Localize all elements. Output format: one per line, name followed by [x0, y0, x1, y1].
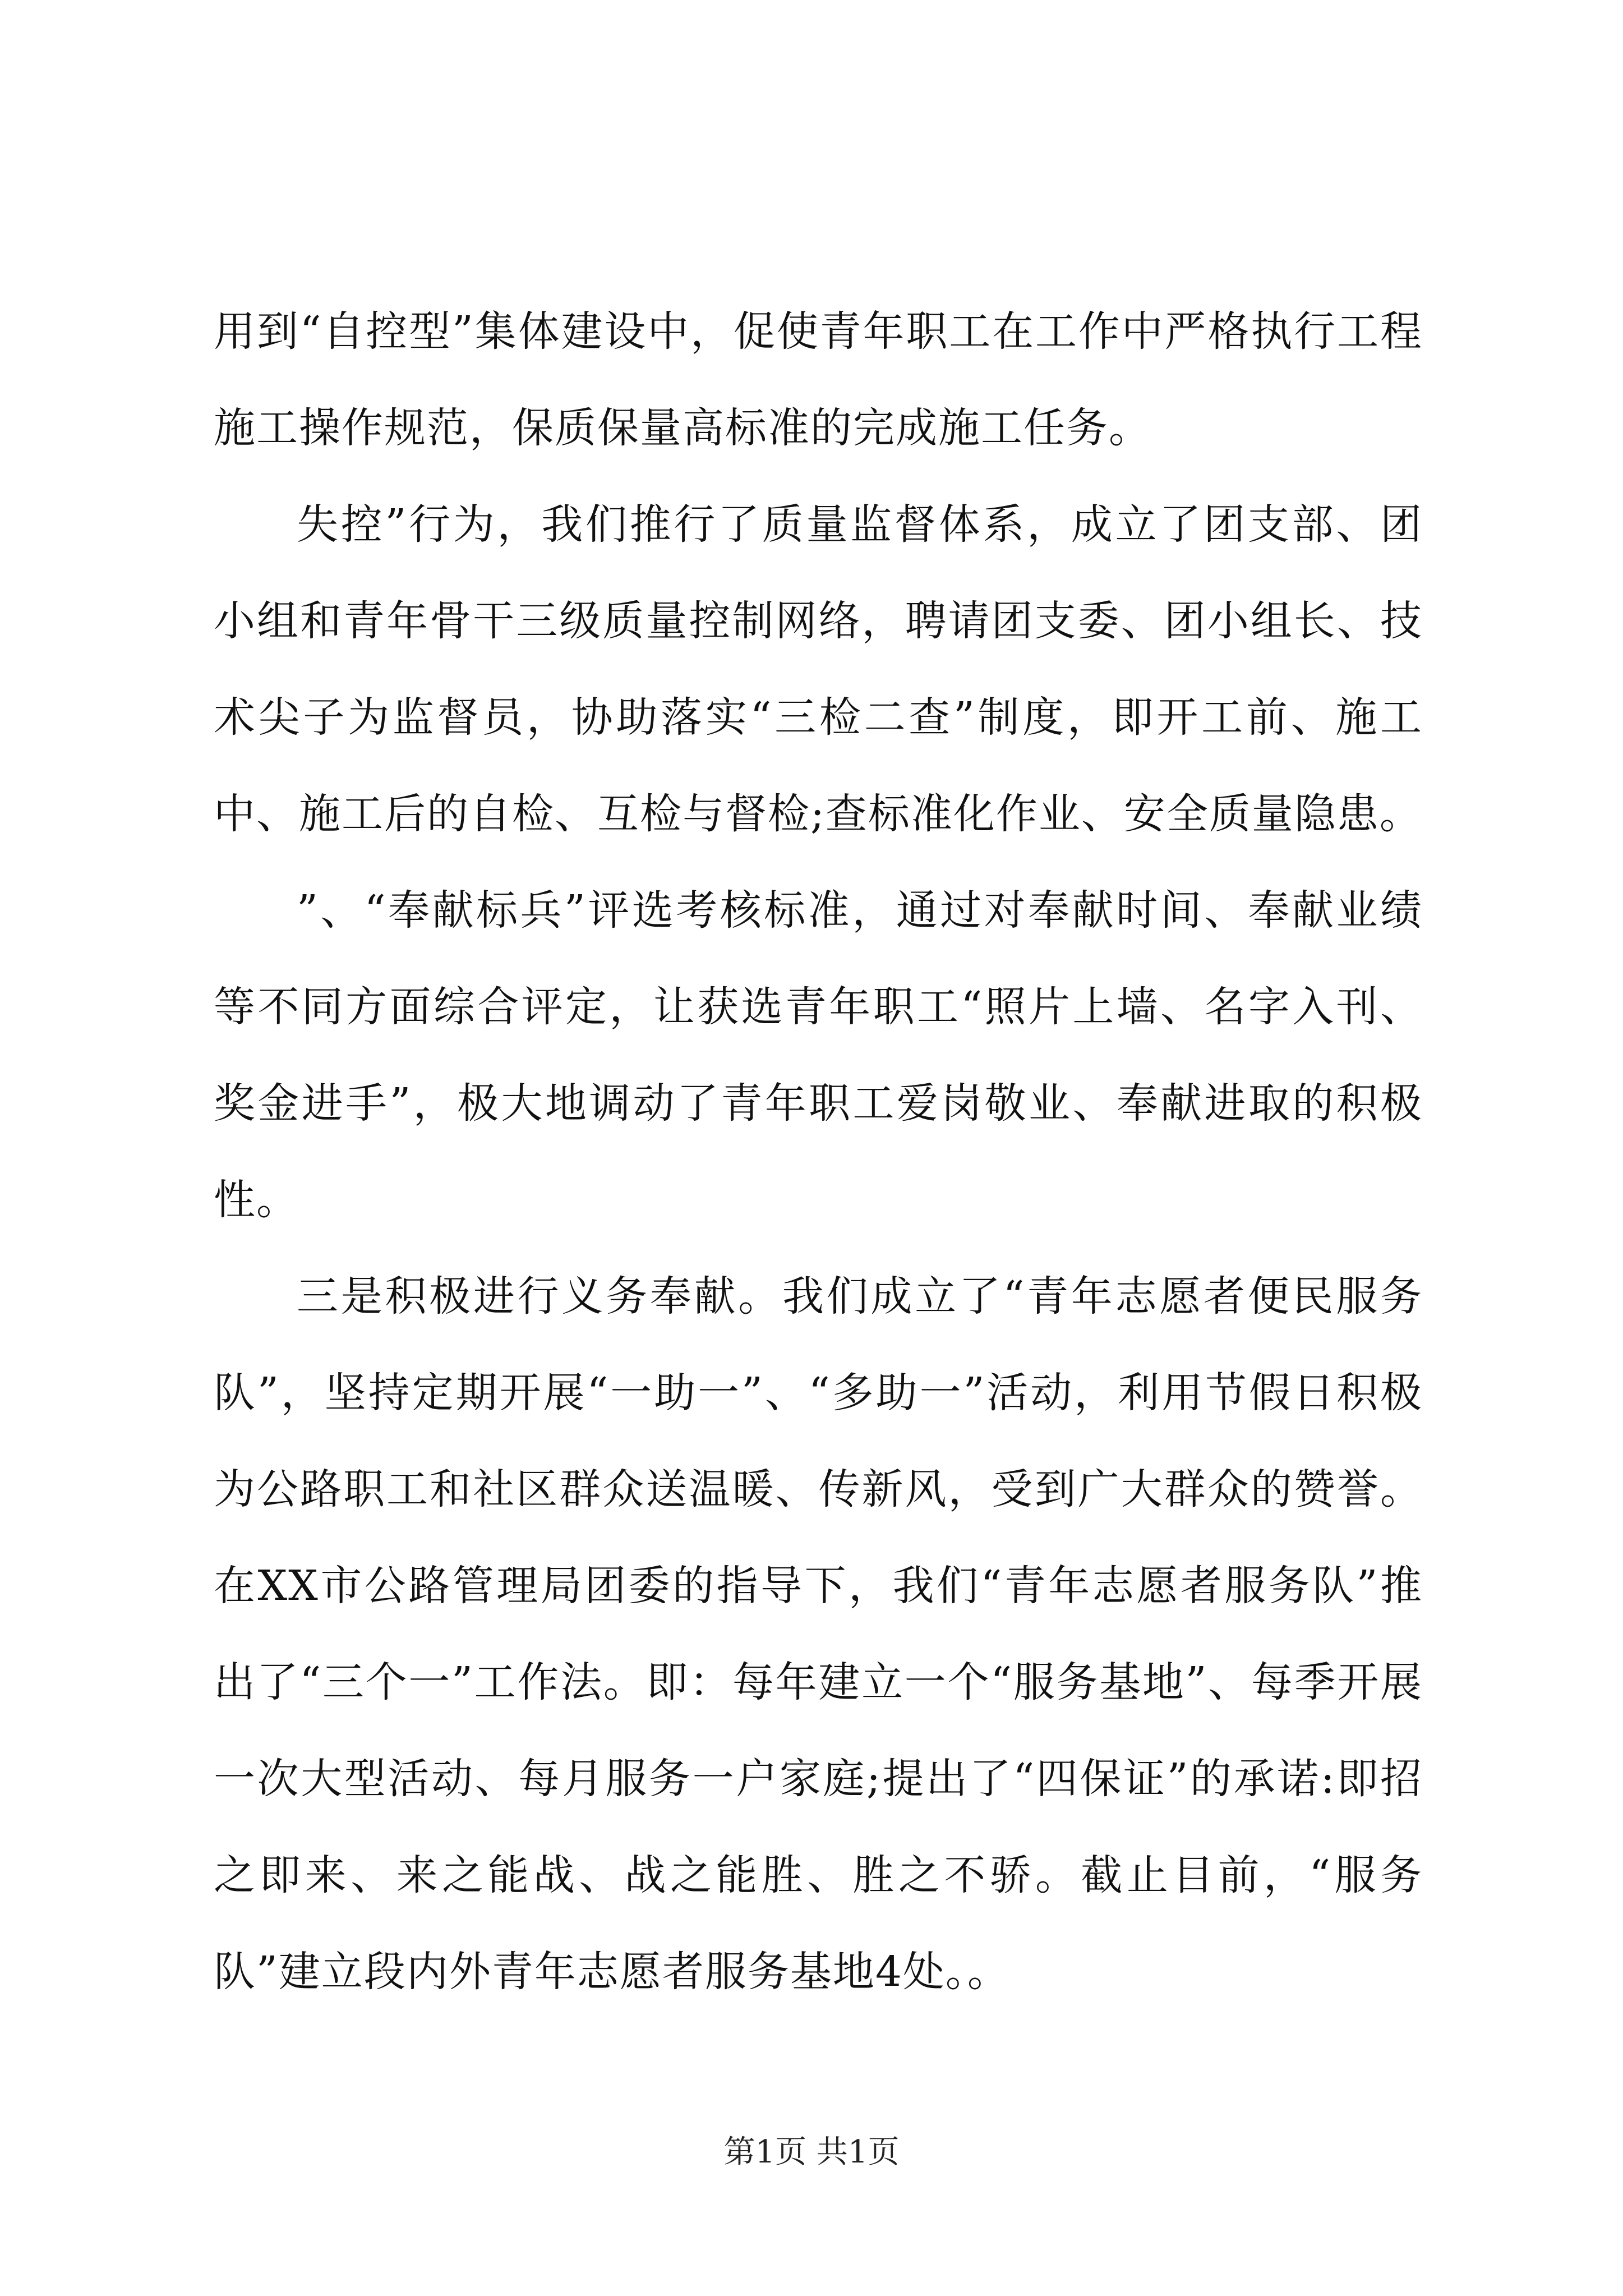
page-number-footer: 第1页 共1页: [723, 2134, 900, 2170]
document-body: [214, 283, 1423, 2020]
paragraph-continuation: 用到“自控型”集体建设中，促使青年职工在工作中严格执行工程施工操作规范，保质保量高标准的完成施工任务。: [214, 307, 1423, 452]
paragraph-quality-supervision: 失控”行为，我们推行了质量监督体系，成立了团支部、团小组和青年骨干三级质量控制网络，聘请团支委、团小组长、技术尖子为监督员，协助落实“三检二查”制度，即开工前、施工中、施工后的自检、互检与督检;查标准化作业、安全质量隐患。: [214, 500, 1423, 838]
paragraph-volunteer-service: 三是积极进行义务奉献。我们成立了“青年志愿者便民服务队”，坚持定期开展“一助一”、“多助一”活动，利用节假日积极为公路职工和社区群众送温暖、传新风，受到广大群众的赞誉。在XX市公路管理局团委的指导下，我们“青年志愿者服务队”推出了“三个一”工作法。即：每年建立一个“服务基地”、每季开展一次大型活动、每月服务一户家庭;提出了“四保证”的承诺:即招之即来、来之能战、战之能胜、胜之不骄。截止目前，“服务队”建立段内外青年志愿者服务基地4处。。: [214, 1272, 1423, 1996]
paragraph-dedication-model: ”、“奉献标兵”评选考核标准，通过对奉献时间、奉献业绩等不同方面综合评定，让获选青年职工“照片上墙、名字入刊、奖金进手”，极大地调动了青年职工爱岗敬业、奉献进取的积极性。: [214, 886, 1423, 1224]
